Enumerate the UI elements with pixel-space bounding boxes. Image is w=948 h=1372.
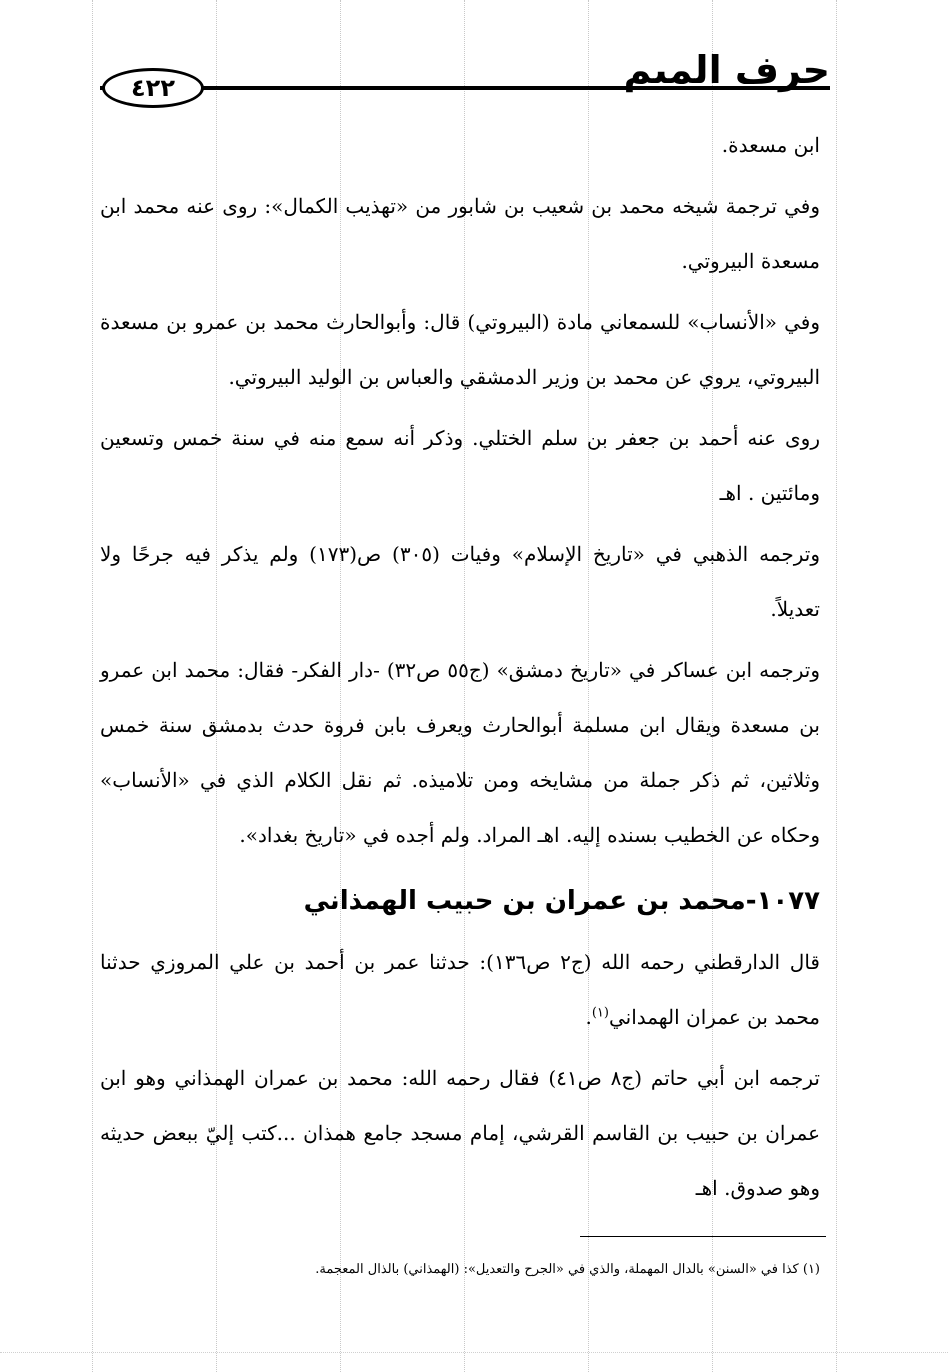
paragraph — [100, 935, 820, 1045]
paragraph: وفي «الأنساب» للسمعاني مادة (البيروتي) قال: وأبوالحارث محمد بن عمرو بن مسعدة البيروتي، يروي عن محمد بن وزير الدمشقي والعباس بن الوليد البيروتي. — [100, 310, 820, 389]
paragraph: ترجمه ابن أبي حاتم (ج٨ ص٤١) فقال رحمه الله: محمد بن عمران الهمذاني وهو ابن عمران بن حبيب بن القاسم القرشي، إمام مسجد جامع همذان ...كتب إليّ ببعض حديثه وهو صدوق. اهـ — [100, 1066, 820, 1200]
page-body — [100, 118, 820, 1222]
paragraph-text: قال الدارقطني رحمه الله (ج٢ ص١٣٦): حدثنا عمر بن أحمد بن علي المروزي حدثنا محمد بن عمران الهمداني — [100, 950, 820, 1029]
paragraph: ابن مسعدة. — [721, 133, 820, 157]
page-number: ٤٢٢ — [102, 68, 204, 108]
paragraph: وفي ترجمة شيخه محمد بن شعيب بن شابور من «تهذيب الكمال»: روى عنه محمد ابن مسعدة البيروتي. — [100, 194, 820, 273]
paragraph: وترجمه ابن عساكر في «تاريخ دمشق» (ج٥٥ ص٣٢) -دار الفكر- فقال: محمد ابن عمرو بن مسعدة ويقال ابن مسلمة أبوالحارث ويعرف بابن فروة حدث بدمشق سنة خمس وثلاثين، ثم ذكر جملة من مشايخه ومن تلاميذه. ثم نقل الكلام الذي في «الأنساب» وحكاه عن الخطيب بسنده إليه. اهـ المراد. ولم أجده في «تاريخ بغداد». — [100, 658, 820, 847]
paragraph: روى عنه أحمد بن جعفر بن سلم الختلي. وذكر أنه سمع منه في سنة خمس وتسعين ومائتين . اهـ — [100, 426, 820, 505]
page-header — [100, 40, 830, 110]
scan-guide-line — [92, 0, 93, 1372]
scan-guide-line — [836, 0, 837, 1372]
scan-guide-line — [0, 1352, 948, 1353]
footnote-separator — [580, 1236, 826, 1237]
paragraph-end: . — [585, 1005, 592, 1029]
footnote-reference[interactable]: (١) — [591, 1005, 609, 1021]
paragraph: وترجمه الذهبي في «تاريخ الإسلام» وفيات (٣٠٥) ص(١٧٣) ولم يذكر فيه جرحًا ولا تعديلاً. — [100, 542, 820, 621]
footnote: (١) كذا في «السنن» بالدال المهملة، والذي في «الجرح والتعديل»: (الهمذاني) بالذال المعجمة. — [315, 1262, 820, 1277]
chapter-title: حرف الميم — [623, 48, 830, 92]
entry-heading: ١٠٧٧-محمد بن عمران بن حبيب الهمذاني — [303, 886, 820, 916]
